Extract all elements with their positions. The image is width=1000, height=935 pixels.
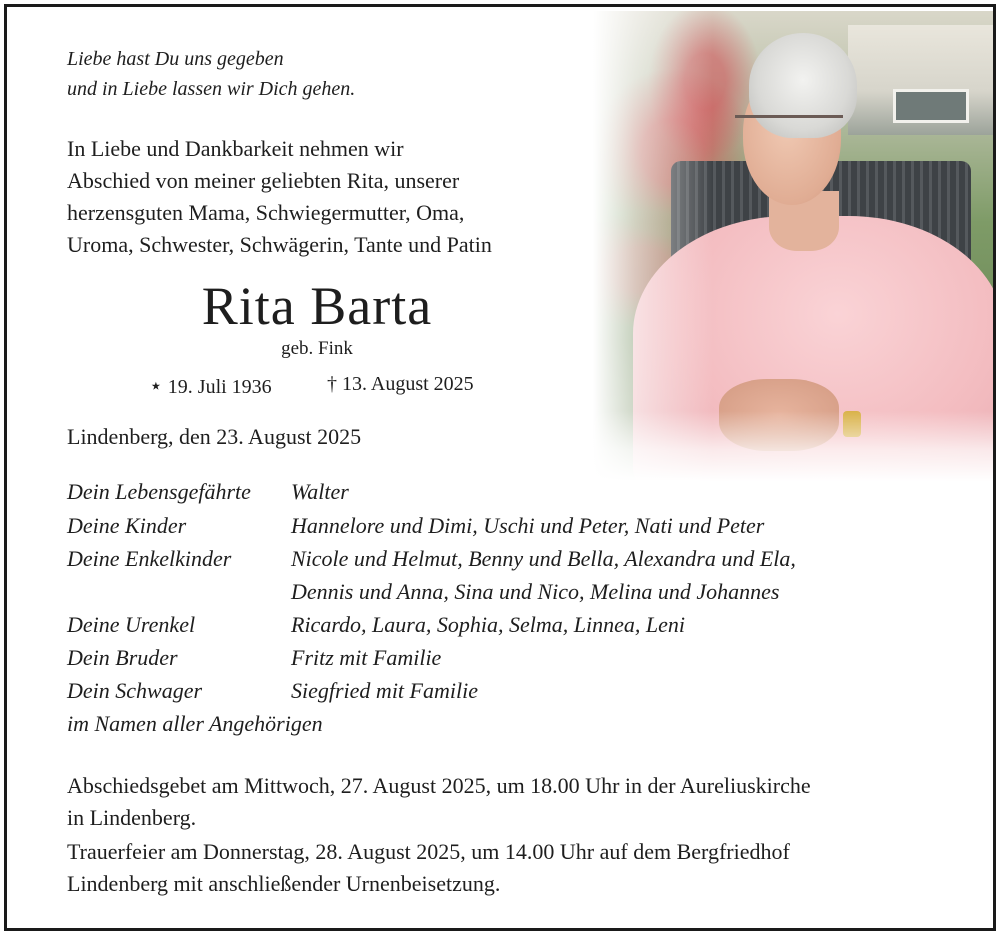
mourner-relation-4: Deine Urenkel (67, 612, 196, 637)
prayer-line-2: in Lindenberg. (67, 805, 197, 830)
mourner-relation-3: Deine Enkelkinder (67, 546, 232, 571)
funeral-line-2: Lindenberg mit anschließender Urnenbeisetzung. (67, 871, 501, 896)
mourner-names-4: Ricardo, Laura, Sophia, Selma, Linnea, Leni (291, 612, 685, 637)
birth-date (149, 373, 272, 399)
glasses (735, 115, 843, 140)
photo-fade-bottom (593, 411, 993, 481)
obituary-notice (4, 4, 996, 931)
intro-line-3: herzensguten Mama, Schwiegermutter, Oma, (67, 200, 465, 225)
mourner-names-5: Fritz mit Familie (291, 645, 442, 670)
motto-line-2: und in Liebe lassen wir Dich gehen. (67, 78, 356, 100)
mourner-names-3: Nicole und Helmut, Benny und Bella, Alexandra und Ela, (291, 546, 796, 571)
motto-line-1: Liebe hast Du uns gegeben (67, 48, 284, 70)
place-date: Lindenberg, den 23. August 2025 (67, 424, 362, 449)
intro-line-1: In Liebe und Dankbarkeit nehmen wir (67, 136, 404, 161)
birth-date-value: 19. Juli 1936 (167, 376, 272, 398)
house-window (893, 89, 969, 123)
mourner-relation-5: Dein Bruder (67, 645, 178, 670)
mourner-relation-6: Dein Schwager (67, 678, 203, 703)
mourner-relation-1: Dein Lebensgefährte (67, 479, 251, 504)
mourner-names-1: Walter (291, 479, 349, 504)
cross-icon: † (327, 373, 337, 395)
intro-line-2: Abschied von meiner geliebten Rita, unserer (67, 168, 460, 193)
deceased-name: Rita Barta (201, 276, 433, 336)
mourner-relation-2: Deine Kinder (67, 513, 187, 538)
birth-name: geb. Fink (281, 338, 353, 359)
mourner-names-2: Hannelore und Dimi, Uschi und Peter, Nati und Peter (291, 513, 765, 538)
intro-line-4: Uroma, Schwester, Schwägerin, Tante und Patin (67, 232, 492, 257)
funeral-line-1: Trauerfeier am Donnerstag, 28. August 2025, um 14.00 Uhr auf dem Bergfriedhof (67, 839, 790, 864)
prayer-line-1: Abschiedsgebet am Mittwoch, 27. August 2025, um 18.00 Uhr in der Aureliuskirche (67, 773, 811, 798)
on-behalf: im Namen aller Angehörigen (67, 711, 323, 736)
portrait-photo (593, 11, 993, 481)
mourner-names-3b: Dennis und Anna, Sina und Nico, Melina und Johannes (291, 579, 780, 604)
star-icon: ⋆ (149, 373, 163, 398)
death-date (327, 373, 474, 396)
death-date-value: 13. August 2025 (342, 373, 474, 395)
mourner-names-6: Siegfried mit Familie (291, 678, 478, 703)
